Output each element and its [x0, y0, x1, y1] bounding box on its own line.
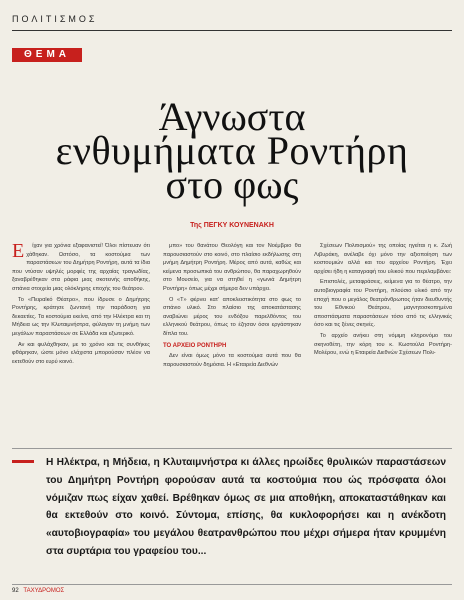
article-title [0, 94, 464, 207]
footer-rule [12, 584, 452, 585]
column-1-paragraph-3: Αν και φυλάχθηκαν, με το χρόνο και τις συνθήκες φθάρηκαν, ώστε μόνο ελάχιστα μπορούσαν πλέον να εκτεθούν στο ευρύ κοινό. [12, 341, 150, 365]
byline: Της ΠΕΓΚΥ ΚΟΥΝΕΝΑΚΗ [190, 222, 274, 229]
drop-cap: Ε [12, 242, 25, 262]
column-2-paragraph-3: Δεν είναι όμως μόνο τα κοστούμια αυτά που θα παρουσιαστούν δημόσια. Η «Εταιρεία Διεθνών [163, 353, 301, 368]
body-columns [12, 242, 452, 442]
subheading: ΤΟ ΑΡΧΕΙΟ ΡΟΝΤΗΡΗ [163, 342, 227, 349]
title-line-3: στο φως [165, 162, 299, 207]
pullquote: Η Ηλέκτρα, η Μήδεια, η Κλυταιμνήστρα κι άλλες ηρωίδες θρυλικών παραστάσεων του Δημήτρη Ροντήρη φορούσαν αυτά τα κοστούμια που ώς πρόσφατα όλοι νόμιζαν πως είχαν χαθεί. Βρέθηκαν όμως σε μια αποθήκη, αποκαταστάθηκαν και θα εκτεθούν στο κοινό. Σύντομα, επίσης, θα κυκλοφορήσει και η ανέκδοτη «αυτοβιογραφία» του μεγάλου θεατρανθρώπου που μέχρι σήμερα ήταν κρυμμένη στα συρτάρια του γραφείου του... [46, 457, 446, 557]
header-rule [12, 30, 452, 31]
column-1 [12, 242, 150, 442]
column-1-paragraph-2: Το «Πειραϊκό Θέατρο», που ίδρυσε ο Δημήτρης Ροντήρης, κράτησε ζωντανή την παράδοση για δεκαετίες. Τα κοστούμια εκείνα, από την Ηλέκτρα και τη Μήδεια ως την Κλυταιμνήστρα, φύλαγαν τη μνήμη των μεγάλων παραστάσεων σε Ελλάδα και εξωτερικό. [12, 296, 150, 337]
title-line-1: Άγνωστα [158, 94, 306, 139]
pullquote-rule [12, 448, 452, 449]
column-1-paragraph-1: ίχαν για χρόνια εξαφανιστεί! Όλοι πίστευαν ότι χάθηκαν. Ωστόσο, τα κοστούμια των παραστάσεων του Δημήτρη Ροντήρη, αυτά τα ίδια που ντύσαν υψηλές μορφές της αρχαίας τραγωδίας, ξαναβρέθηκαν στα ράφια μιας σκοτεινής αποθήκης, σπάνια στοιχεία μιας ολόκληρης εποχής του θεάτρου. [12, 243, 150, 292]
column-2-paragraph-1: μπο» του θανάτου Θεολόγη και τον Νοέμβριο θα παρουσιαστούν στο κοινό, στο πλαίσιο εκδήλωσης στη μνήμη Δημήτρη Ροντήρη. Μέρος από αυτά, καθώς και κείμενα προσωπικά του ανθρώπου, θα παραχωρηθούν στο Μουσείο, για να στηθεί η «γωνιά Δημήτρη Ροντήρη» όπως μέχρι σήμερα δεν υπάρχει. [163, 243, 301, 292]
page-number: 92 [12, 588, 19, 594]
column-3-paragraph-3: Το αρχείο ανήκει στη νόμιμη κληρονόμο του σκηνοθέτη, την κόρη του κ. Κωστούλα Ροντήρη-Μολέρου, ενώ η Εταιρεία Διεθνών Σχέσεων Πολι- [314, 332, 452, 357]
pullquote-marker [12, 460, 34, 463]
column-3-paragraph-1: Σχέσεων Πολιτισμού» της οποίας ηγείται η κ. Ζωή Λιβυράκη, ανέλαβε όχι μόνο την αξιοποίηση των κοστουμιών αλλά και του αρχείου Ροντήρη. Έχει αρχίσει ήδη η καταγραφή του υλικού που περιλαμβάνει: [314, 243, 452, 275]
column-2 [163, 242, 301, 442]
publication-name: ΤΑΧΥΔΡΟΜΟΣ [23, 588, 65, 594]
title-line-2: ενθυμήματα Ροντήρη [55, 128, 409, 173]
page-footer [12, 588, 64, 594]
column-3 [314, 242, 452, 442]
section-header: ΠΟΛΙΤΙΣΜΟΣ [12, 14, 98, 24]
column-2-paragraph-2: Ο «Τ» φέρνει κατ' αποκλειστικότητα στο φως το σπάνιο υλικό. Στο πλαίσιο της αποκατάστασης αναβιώνει μέρος του ενδόξου παρελθόντος του ελληνικού θεάτρου, όπως το έζησαν όσοι εργάστηκαν δίπλα του. [163, 296, 301, 337]
column-3-paragraph-2: Επιστολές, μεταφράσεις, κείμενα για το θέατρο, την αυτοβιογραφία του Ροντήρη, πλούσιο υλικό από την εποχή που ο μεγάλος θεατράνθρωπος ήταν διευθυντής του Εθνικού Θεάτρου, μαγνητοσκοπημένα αποσπάσματα παραστάσεων τόσο από τις ελληνικές όσο και τις ξένες σκηνές. [314, 279, 452, 329]
section-tag: ΘΕΜΑ [12, 48, 82, 62]
